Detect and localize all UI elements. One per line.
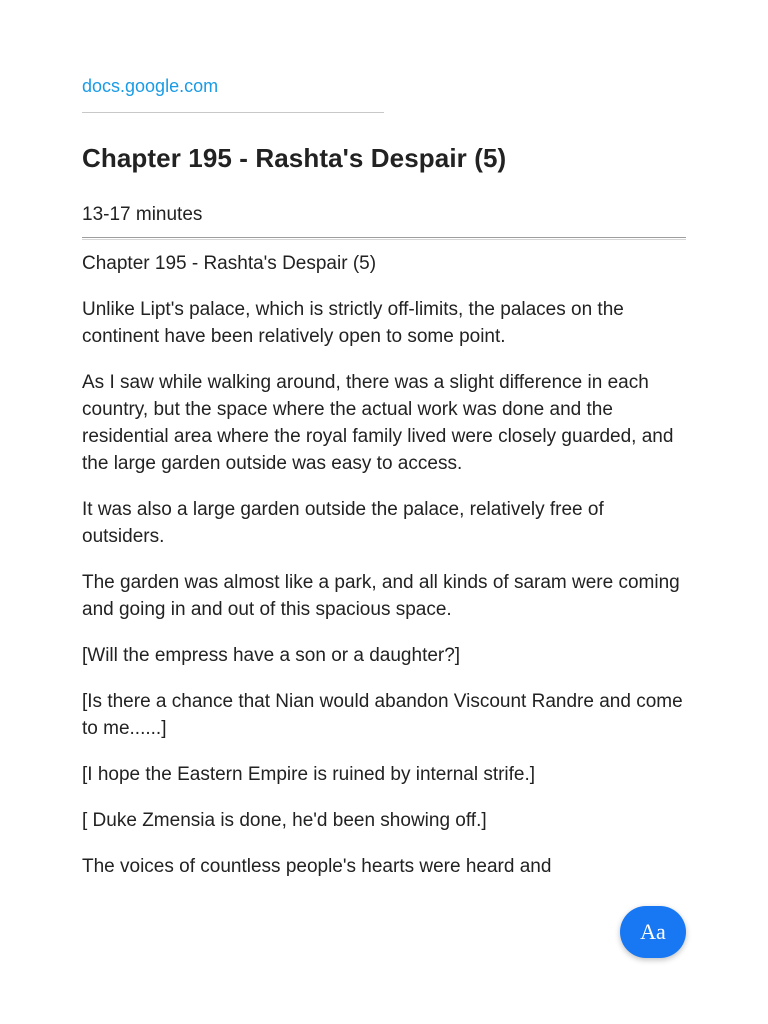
content-divider bbox=[82, 237, 686, 240]
reader-page bbox=[82, 0, 686, 1024]
page-title: Chapter 195 - Rashta's Despair (5) bbox=[82, 143, 507, 173]
source-divider bbox=[82, 112, 384, 113]
reading-time: 13-17 minutes bbox=[82, 204, 203, 225]
paragraph: [Is there a chance that Nian would abandon Viscount Randre and come to me......] bbox=[82, 691, 683, 739]
paragraph: The garden was almost like a park, and all kinds of saram were coming and going in and out of this spacious space. bbox=[82, 572, 680, 620]
paragraph: [Will the empress have a son or a daughter?] bbox=[82, 645, 461, 666]
paragraph: Unlike Lipt's palace, which is strictly off-limits, the palaces on the continent have been relatively open to some point. bbox=[82, 299, 624, 347]
article-body bbox=[82, 250, 686, 899]
paragraph: As I saw while walking around, there was a slight difference in each country, but the space where the actual work was done and the residential area where the royal family lived were closely guarded, and the large garden outside was easy to access. bbox=[82, 372, 674, 474]
paragraph: It was also a large garden outside the palace, relatively free of outsiders. bbox=[82, 499, 604, 547]
paragraph: The voices of countless people's hearts were heard and bbox=[82, 856, 552, 877]
paragraph: Chapter 195 - Rashta's Despair (5) bbox=[82, 253, 377, 274]
source-domain-link[interactable]: docs.google.com bbox=[82, 76, 219, 96]
paragraph: [ Duke Zmensia is done, he'd been showing off.] bbox=[82, 810, 487, 831]
paragraph: [I hope the Eastern Empire is ruined by internal strife.] bbox=[82, 764, 536, 785]
font-settings-button[interactable]: Aa bbox=[620, 906, 686, 958]
